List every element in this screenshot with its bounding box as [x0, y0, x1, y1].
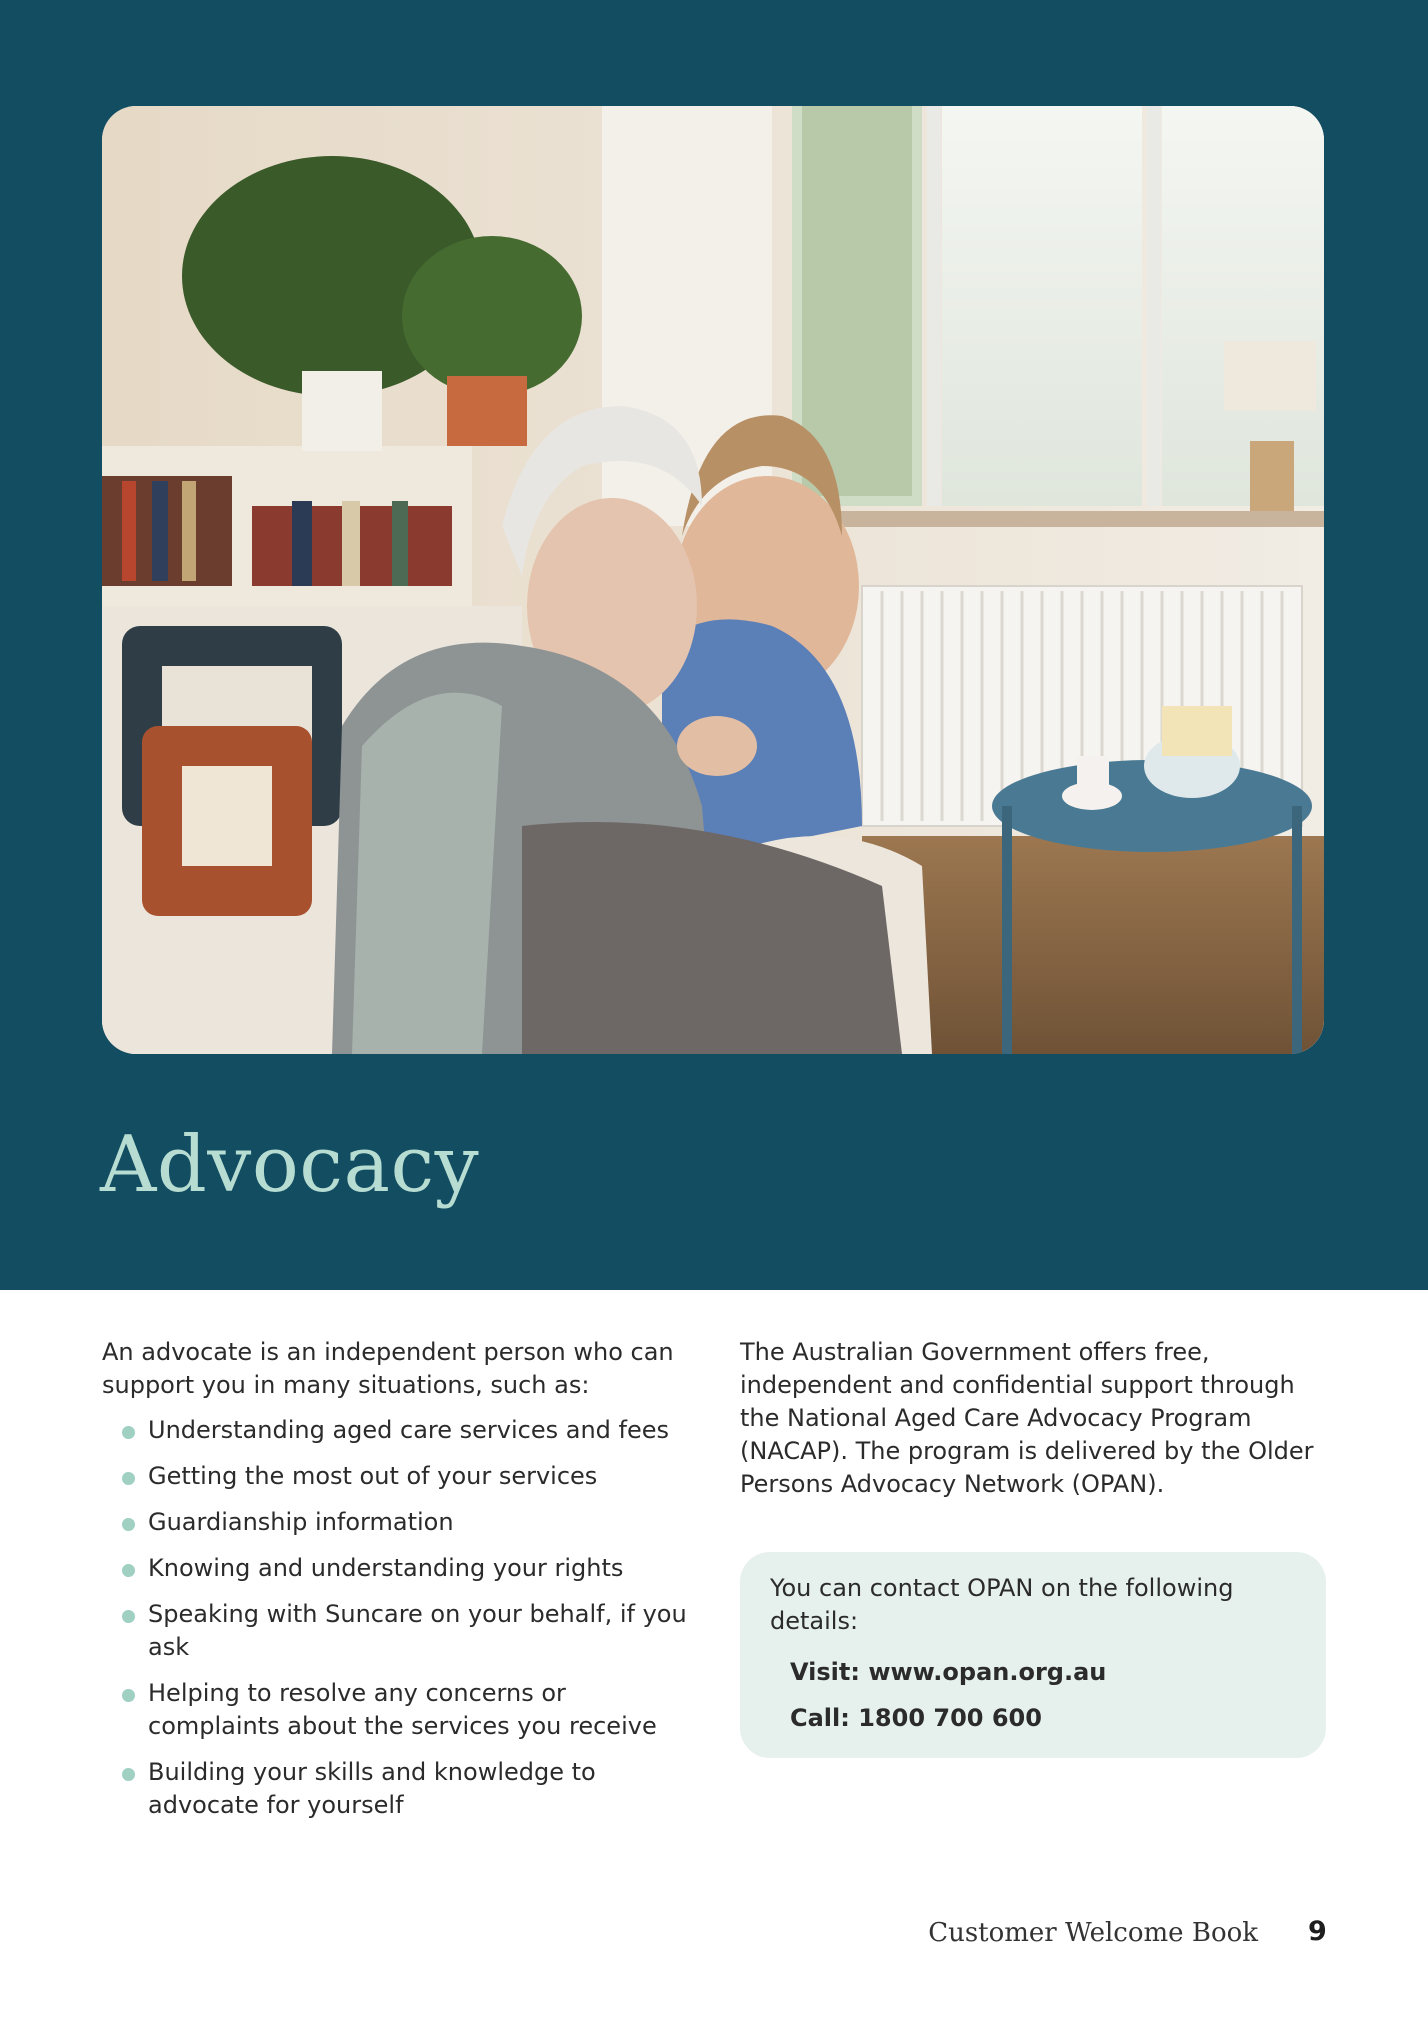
- hero-photo: [102, 106, 1324, 1054]
- photo-illustration: [102, 106, 1324, 1054]
- contact-website[interactable]: Visit: www.opan.org.au: [790, 1658, 1107, 1686]
- page-title: Advocacy: [100, 1120, 480, 1210]
- nacap-paragraph: The Australian Government offers free, independent and confidential support through the National Aged Care Advocacy Program (NACAP). The program is delivered by the Older Persons Advocacy Network (OPAN).: [740, 1338, 1314, 1498]
- list-item-text: Knowing and understanding your rights: [148, 1554, 624, 1582]
- page-number: 9: [1308, 1916, 1327, 1947]
- bullet-dot-icon: [122, 1472, 135, 1485]
- footer-book-title: Customer Welcome Book: [928, 1918, 1258, 1948]
- list-item: [102, 1414, 702, 1447]
- list-item: [102, 1756, 702, 1822]
- bullet-dot-icon: [122, 1518, 135, 1531]
- list-item-text: Speaking with Suncare on your behalf, if you ask: [148, 1600, 687, 1661]
- list-item: [102, 1598, 702, 1664]
- intro-paragraph: An advocate is an independent person who can support you in many situations, such as:: [102, 1338, 674, 1399]
- list-item-text: Getting the most out of your services: [148, 1462, 598, 1490]
- list-item-text: Building your skills and knowledge to advocate for yourself: [148, 1758, 596, 1819]
- list-item-text: Guardianship information: [148, 1508, 454, 1536]
- right-column: [740, 1336, 1330, 1501]
- left-column: [102, 1336, 702, 1835]
- bullet-dot-icon: [122, 1564, 135, 1577]
- list-item-text: Helping to resolve any concerns or complaints about the services you receive: [148, 1679, 657, 1740]
- advocacy-bullet-list: [102, 1414, 702, 1822]
- list-item: [102, 1677, 702, 1743]
- list-item-text: Understanding aged care services and fees: [148, 1416, 670, 1444]
- list-item: [102, 1552, 702, 1585]
- bullet-dot-icon: [122, 1426, 135, 1439]
- bullet-dot-icon: [122, 1689, 135, 1702]
- contact-box: [740, 1552, 1326, 1758]
- bullet-dot-icon: [122, 1768, 135, 1781]
- list-item: [102, 1506, 702, 1539]
- list-item: [102, 1460, 702, 1493]
- contact-phone[interactable]: Call: 1800 700 600: [790, 1704, 1042, 1732]
- contact-intro: You can contact OPAN on the following details:: [770, 1574, 1234, 1635]
- bullet-dot-icon: [122, 1610, 135, 1623]
